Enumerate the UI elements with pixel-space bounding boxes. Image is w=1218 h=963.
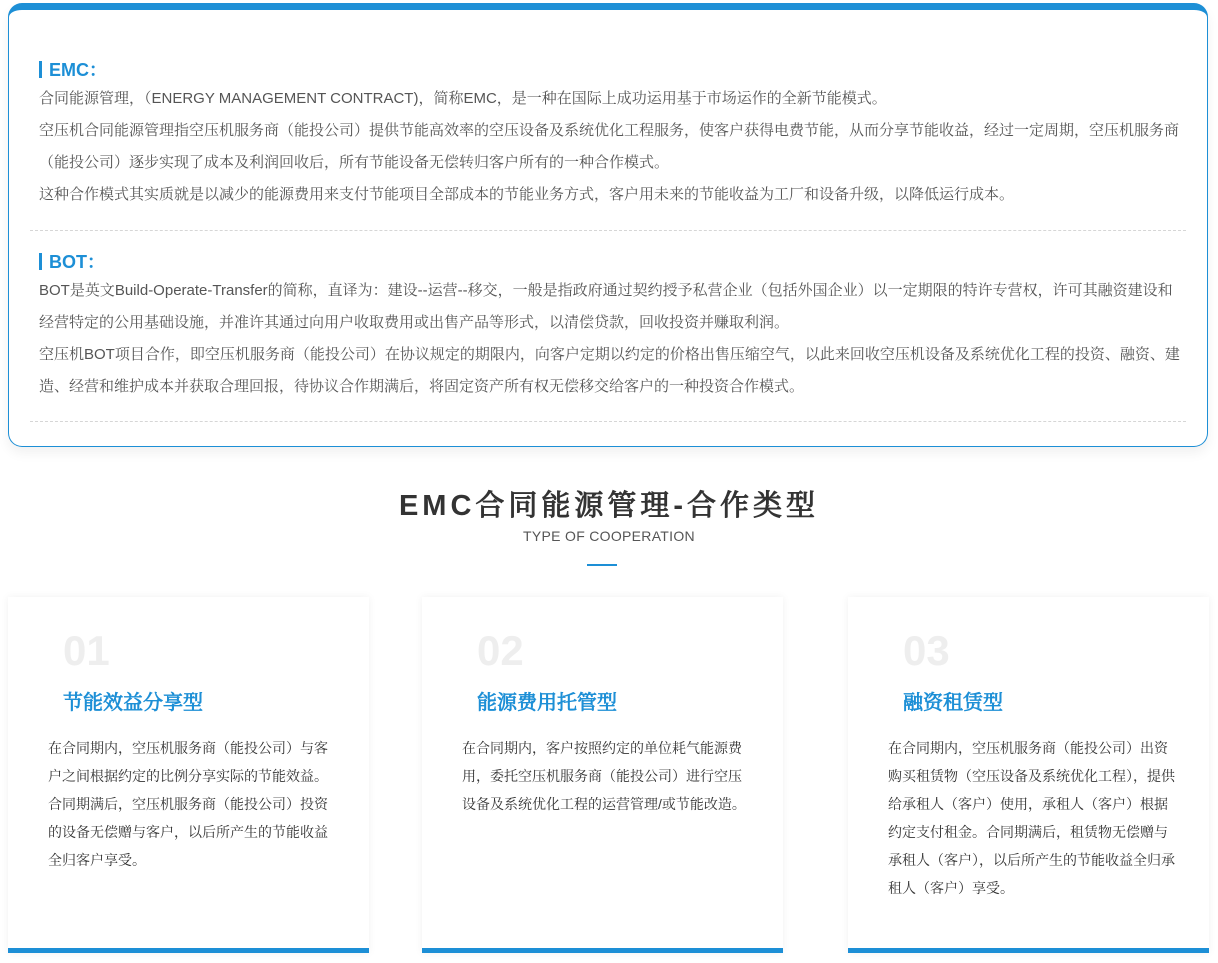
bot-heading [39, 250, 1186, 272]
heading-bar [39, 61, 42, 78]
card-title: 能源费用托管型 [477, 692, 617, 714]
bot-paragraph: BOT是英文Build-Operate-Transfer的简称，直译为：建设--运营--移交，一般是指政府通过契约授予私营企业（包括外国企业）以一定期限的特许专营权，许可其融资建设和经营特定的公用基础设施，并准许其通过向用户收取费用或出售产品等形式，以清偿贷款，回收投资并赚取利润。 [39, 282, 1173, 331]
section-title: EMC合同能源管理-合作类型 [398, 490, 820, 522]
emc-body [39, 83, 1186, 211]
heading-bar [39, 253, 42, 270]
info-panel [8, 3, 1208, 447]
emc-section [30, 58, 1186, 231]
title-underline [587, 564, 617, 566]
bot-paragraph: 空压机BOT项目合作，即空压机服务商（能投公司）在协议规定的期限内，向客户定期以约定的价格出售压缩空气，以此来回收空压机设备及系统优化工程的投资、融资、建造、经营和维护成本并获取合理回报，待协议合作期满后，将固定资产所有权无偿移交给客户的一种投资合作模式。 [39, 346, 1180, 395]
card-title: 融资租赁型 [903, 692, 1003, 714]
cooperation-card-1[interactable] [8, 597, 369, 953]
section-subtitle: TYPE OF COOPERATION [523, 528, 695, 544]
card-description: 在合同期内，空压机服务商（能投公司）与客户之间根据约定的比例分享实际的节能效益。合同期满后，空压机服务商（能投公司）投资的设备无偿赠与客户，以后所产生的节能收益全归客户享受。 [48, 740, 328, 868]
card-description: 在合同期内，空压机服务商（能投公司）出资购买租赁物（空压设备及系统优化工程），提供给承租人（客户）使用，承租人（客户）根据约定支付租金。合同期满后，租赁物无偿赠与承租人（客户），以后所产生的节能收益全归承租人（客户）享受。 [888, 740, 1175, 896]
emc-title: EMC： [49, 60, 107, 80]
emc-paragraph: 空压机合同能源管理指空压机服务商（能投公司）提供节能高效率的空压设备及系统优化工程服务，使客户获得电费节能，从而分享节能收益，经过一定周期，空压机服务商（能投公司）逐步实现了成本及利润回收后，所有节能设备无偿转归客户所有的一种合作模式。 [39, 122, 1180, 171]
card-number: 03 [903, 627, 950, 674]
card-title: 节能效益分享型 [63, 692, 203, 714]
bot-body [39, 275, 1186, 403]
card-number: 02 [477, 627, 524, 674]
emc-heading [39, 58, 1186, 80]
card-number: 01 [63, 627, 110, 674]
emc-paragraph: 合同能源管理，（ENERGY MANAGEMENT CONTRACT)，简称EMC，是一种在国际上成功运用基于市场运作的全新节能模式。 [39, 90, 887, 107]
bot-section [30, 250, 1186, 422]
card-description: 在合同期内，客户按照约定的单位耗气能源费用，委托空压机服务商（能投公司）进行空压设备及系统优化工程的运营管理/或节能改造。 [462, 740, 746, 812]
cooperation-card-3[interactable] [848, 597, 1209, 953]
emc-paragraph: 这种合作模式其实质就是以减少的能源费用来支付节能项目全部成本的节能业务方式，客户用未来的节能收益为工厂和设备升级，以降低运行成本。 [39, 186, 1015, 203]
bot-title: BOT： [49, 252, 105, 272]
cooperation-card-2[interactable] [422, 597, 783, 953]
